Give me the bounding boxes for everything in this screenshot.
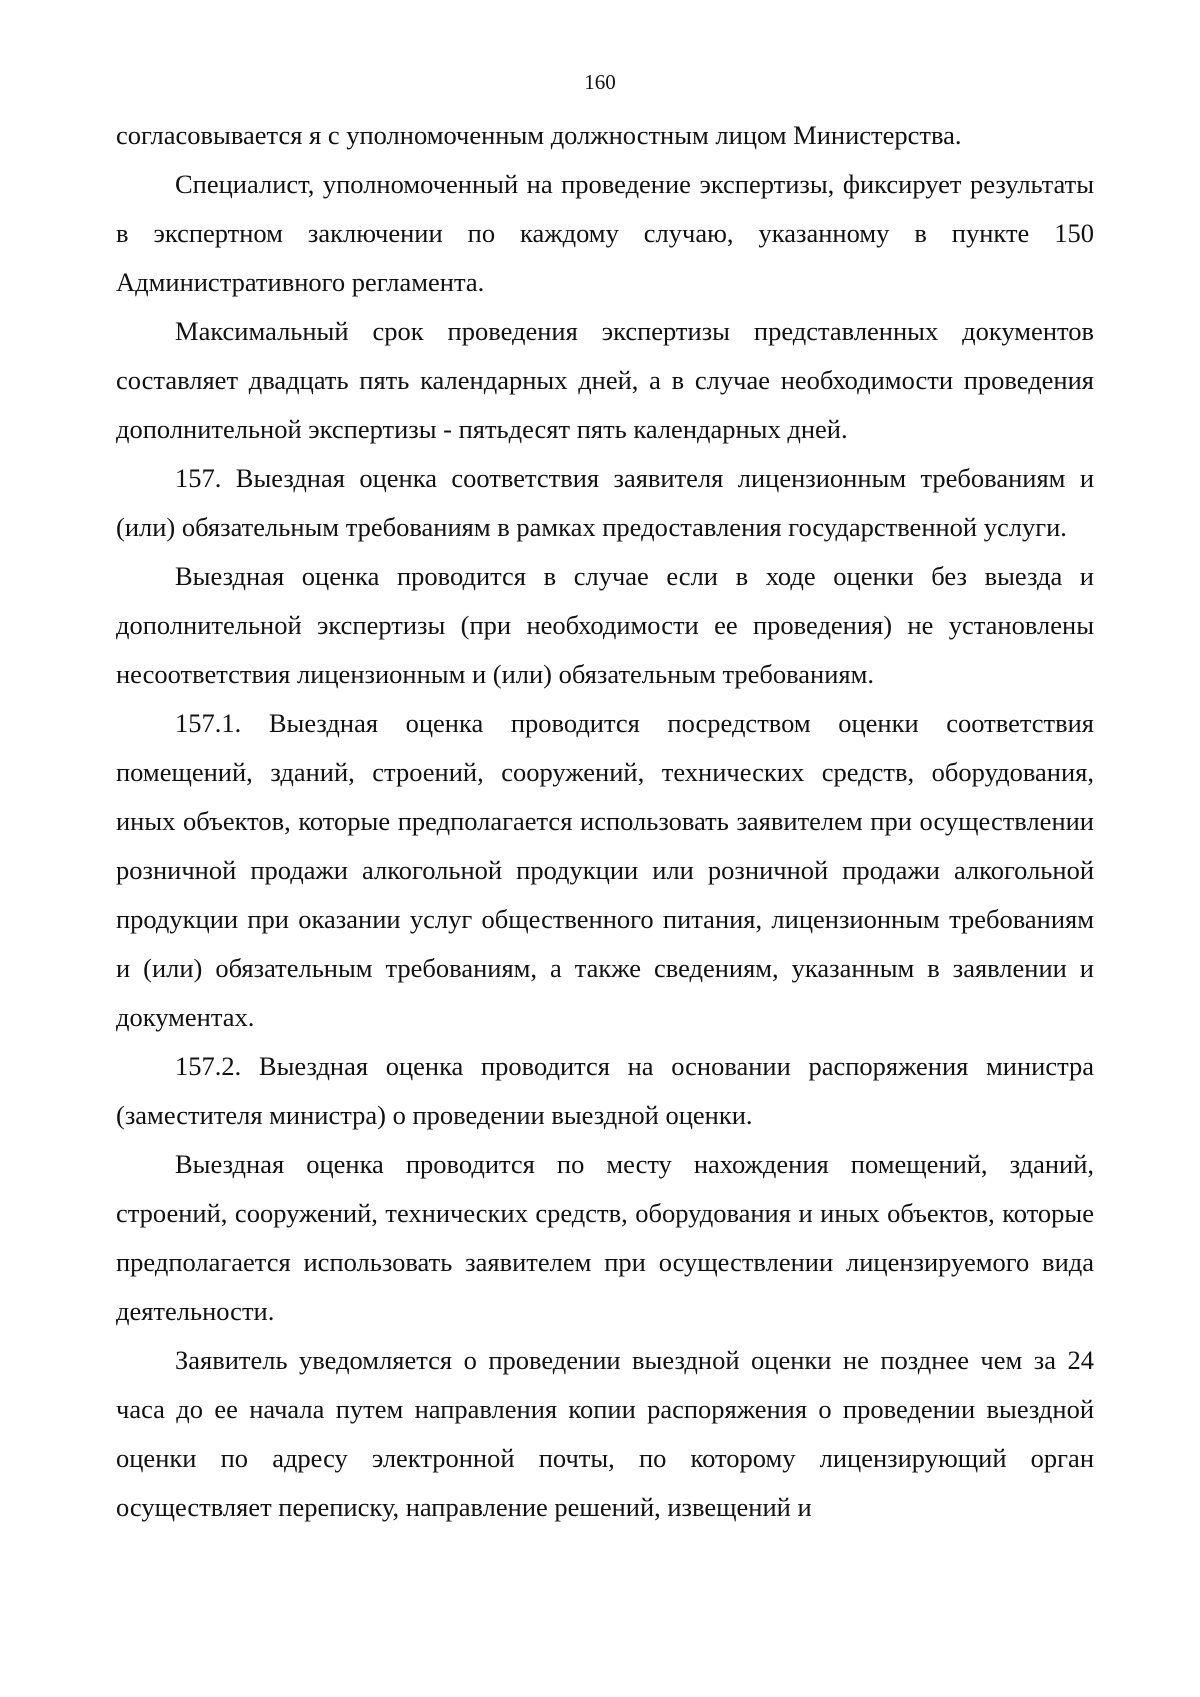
paragraph-continuation: согласовывается я с уполномоченным должностным лицом Министерства. (116, 120, 962, 150)
paragraph-item-157-1: 157.1. Выездная оценка проводится посредством оценки соответствия помещений, зданий, строений, сооружений, технических средств, оборудования, иных объектов, которые предполагается использовать заявителем при осуществлении розничной продажи алкогольной продукции или розничной продажи алкогольной продукции при оказании услуг общественного питания, лицензионным требованиям и (или) обязательным требованиям, а также сведениям, указанным в заявлении и документах. (116, 708, 1094, 1032)
paragraph-item-157: 157. Выездная оценка соответствия заявителя лицензионным требованиям и (или) обязательным требованиям в рамках предоставления государственной услуги. (116, 463, 1094, 542)
document-body (116, 111, 1094, 1532)
paragraph-onsite-location: Выездная оценка проводится по месту нахождения помещений, зданий, строений, сооружений, технических средств, оборудования и иных объектов, которые предполагается использовать заявителем при осуществлении лицензируемого вида деятельности. (116, 1149, 1094, 1326)
paragraph-max-term: Максимальный срок проведения экспертизы представленных документов составляет двадцать пять календарных дней, а в случае необходимости проведения дополнительной экспертизы - пятьдесят пять календарных дней. (116, 316, 1094, 444)
paragraph-item-157-2: 157.2. Выездная оценка проводится на основании распоряжения министра (заместителя министра) о проведении выездной оценки. (116, 1051, 1094, 1130)
page-number: 160 (584, 70, 616, 94)
paragraph-onsite-condition: Выездная оценка проводится в случае если в ходе оценки без выезда и дополнительной экспертизы (при необходимости ее проведения) не установлены несоответствия лицензионным и (или) обязательным требованиям. (116, 561, 1094, 689)
paragraph-applicant-notice: Заявитель уведомляется о проведении выездной оценки не позднее чем за 24 часа до ее начала путем направления копии распоряжения о проведении выездной оценки по адресу электронной почты, по которому лицензирующий орган осуществляет переписку, направление решений, извещений и (116, 1345, 1094, 1522)
paragraph-specialist-results: Специалист, уполномоченный на проведение экспертизы, фиксирует результаты в экспертном заключении по каждому случаю, указанному в пункте 150 Административного регламента. (116, 169, 1094, 297)
